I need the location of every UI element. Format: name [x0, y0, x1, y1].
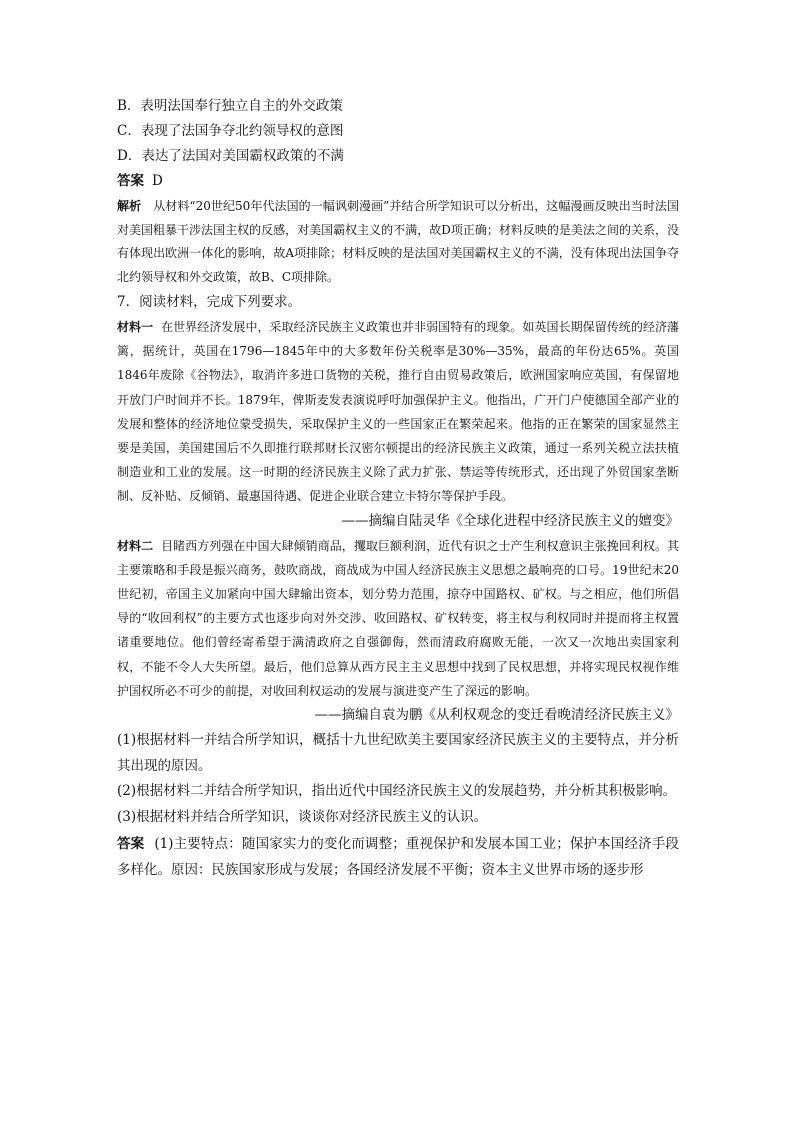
- document-body: [117, 94, 679, 883]
- answer-7: [117, 832, 679, 883]
- material-1: [117, 315, 679, 509]
- explanation-text: 从材料“20世纪50年代法国的一幅讽刺漫画”并结合所学知识可以分析出，这幅漫画反映出当时法国对美国粗暴干涉法国主权的反感，对美国霸权主义的不满，故D项正确；材料反映的是美法之间的关系，没有体现出欧洲一体化的影响，故A项排除；材料反映的是法国对美国霸权主义的不满，没有体现出法国争夺北约领导权和外交政策，故B、C项排除。: [117, 199, 679, 284]
- sub-question-1: (1)根据材料一并结合所学知识，概括十九世纪欧美主要国家经济民族主义的主要特点，并分析其出现的原因。: [117, 732, 679, 774]
- answer-7-label: 答案: [117, 836, 145, 853]
- sub-question-2: (2)根据材料二并结合所学知识，指出近代中国经济民族主义的发展趋势，并分析其积极影响。: [117, 783, 677, 800]
- material-2-text: 目睹西方列强在中国大肆倾销商品，攫取巨额利润，近代有识之士产生利权意识主张挽回利权。其主要策略和手段是振兴商务，鼓吹商战，商战成为中国人经济民族主义思想之最响亮的口号。19世纪末20世纪初，帝国主义加紧向中国大肆输出资本，划分势力范围，掠夺中国路权、矿权。与之相应，他们所倡导的“收回利权”的主要方式也逐步向对外交涉、收回路权、矿权转变，将主权与利权同时并提而将主权置诸重要地位。他们曾经寄希望于满清政府之自强御侮，然而清政府腐败无能，一次又一次地出卖国家利权，不能不令人大失所望。最后，他们总算从西方民主主义思想中找到了民权思想，并将实现民权视作维护国权所必不可少的前提，对收回利权运动的发展与演进变产生了深远的影响。: [117, 538, 679, 698]
- option-d: D．表达了法国对美国霸权政策的不满: [117, 148, 344, 164]
- material-1-label: 材料一: [117, 320, 154, 334]
- material-1-source: ——摘编自陆灵华《全球化进程中经济民族主义的嬗变》: [341, 512, 679, 529]
- sub-question-3: (3)根据材料并结合所学知识，谈谈你对经济民族主义的认识。: [117, 808, 488, 825]
- answer-7-text: (1)主要特点：随国家实力的变化而调整；重视保护和发展本国工业；保护本国经济手段多样化。原因：民族国家形成与发展；各国经济发展不平衡；资本主义世界市场的逐步形: [117, 836, 679, 878]
- material-2: [117, 534, 679, 703]
- option-b: B．表明法国奉行独立自主的外交政策: [117, 98, 343, 114]
- material-1-text: 在世界经济发展中，采取经济民族主义政策也并非弱国特有的现象。如英国长期保留传统的经济藩篱，据统计，英国在1796—1845年中的大多数年份关税率是30%—35%，最高的年份达65%。英国1846年废除《谷物法》，取消许多进口货物的关税，推行自由贸易政策后，欧洲国家响应英国，有保留地开放门户时间并不长。1879年，俾斯麦发表演说呼吁加强保护主义。他指出，广开门户使德国全部产业的发展和整体的经济地位蒙受损失，采取保护主义的一些国家正在繁荣起来。他指的正在繁荣的国家显然主要是美国，美国建国后不久即推行联邦财长汉密尔顿提出的经济民族主义政策，通过一系列关税立法扶植制造业和工业的发展。这一时期的经济民族主义除了武力扩张、禁运等传统形式，还出现了外贸国家垄断制、反补贴、反倾销、最惠国待遇、促进企业联合建立卡特尔等保护手段。: [117, 320, 679, 504]
- answer-value: D: [152, 173, 163, 189]
- answer-line: [117, 169, 679, 194]
- material-2-label: 材料二: [117, 538, 154, 553]
- question-7-stem: 7．阅读材料，完成下列要求。: [117, 294, 302, 310]
- option-c: C．表现了法国争夺北约领导权的意图: [117, 123, 344, 139]
- explanation: [117, 195, 679, 289]
- material-2-source: ——摘编自袁为鹏《从利权观念的变迁看晚清经济民族主义》: [314, 707, 679, 724]
- answer-label: 答案: [117, 173, 144, 189]
- explanation-label: 解析: [117, 199, 142, 213]
